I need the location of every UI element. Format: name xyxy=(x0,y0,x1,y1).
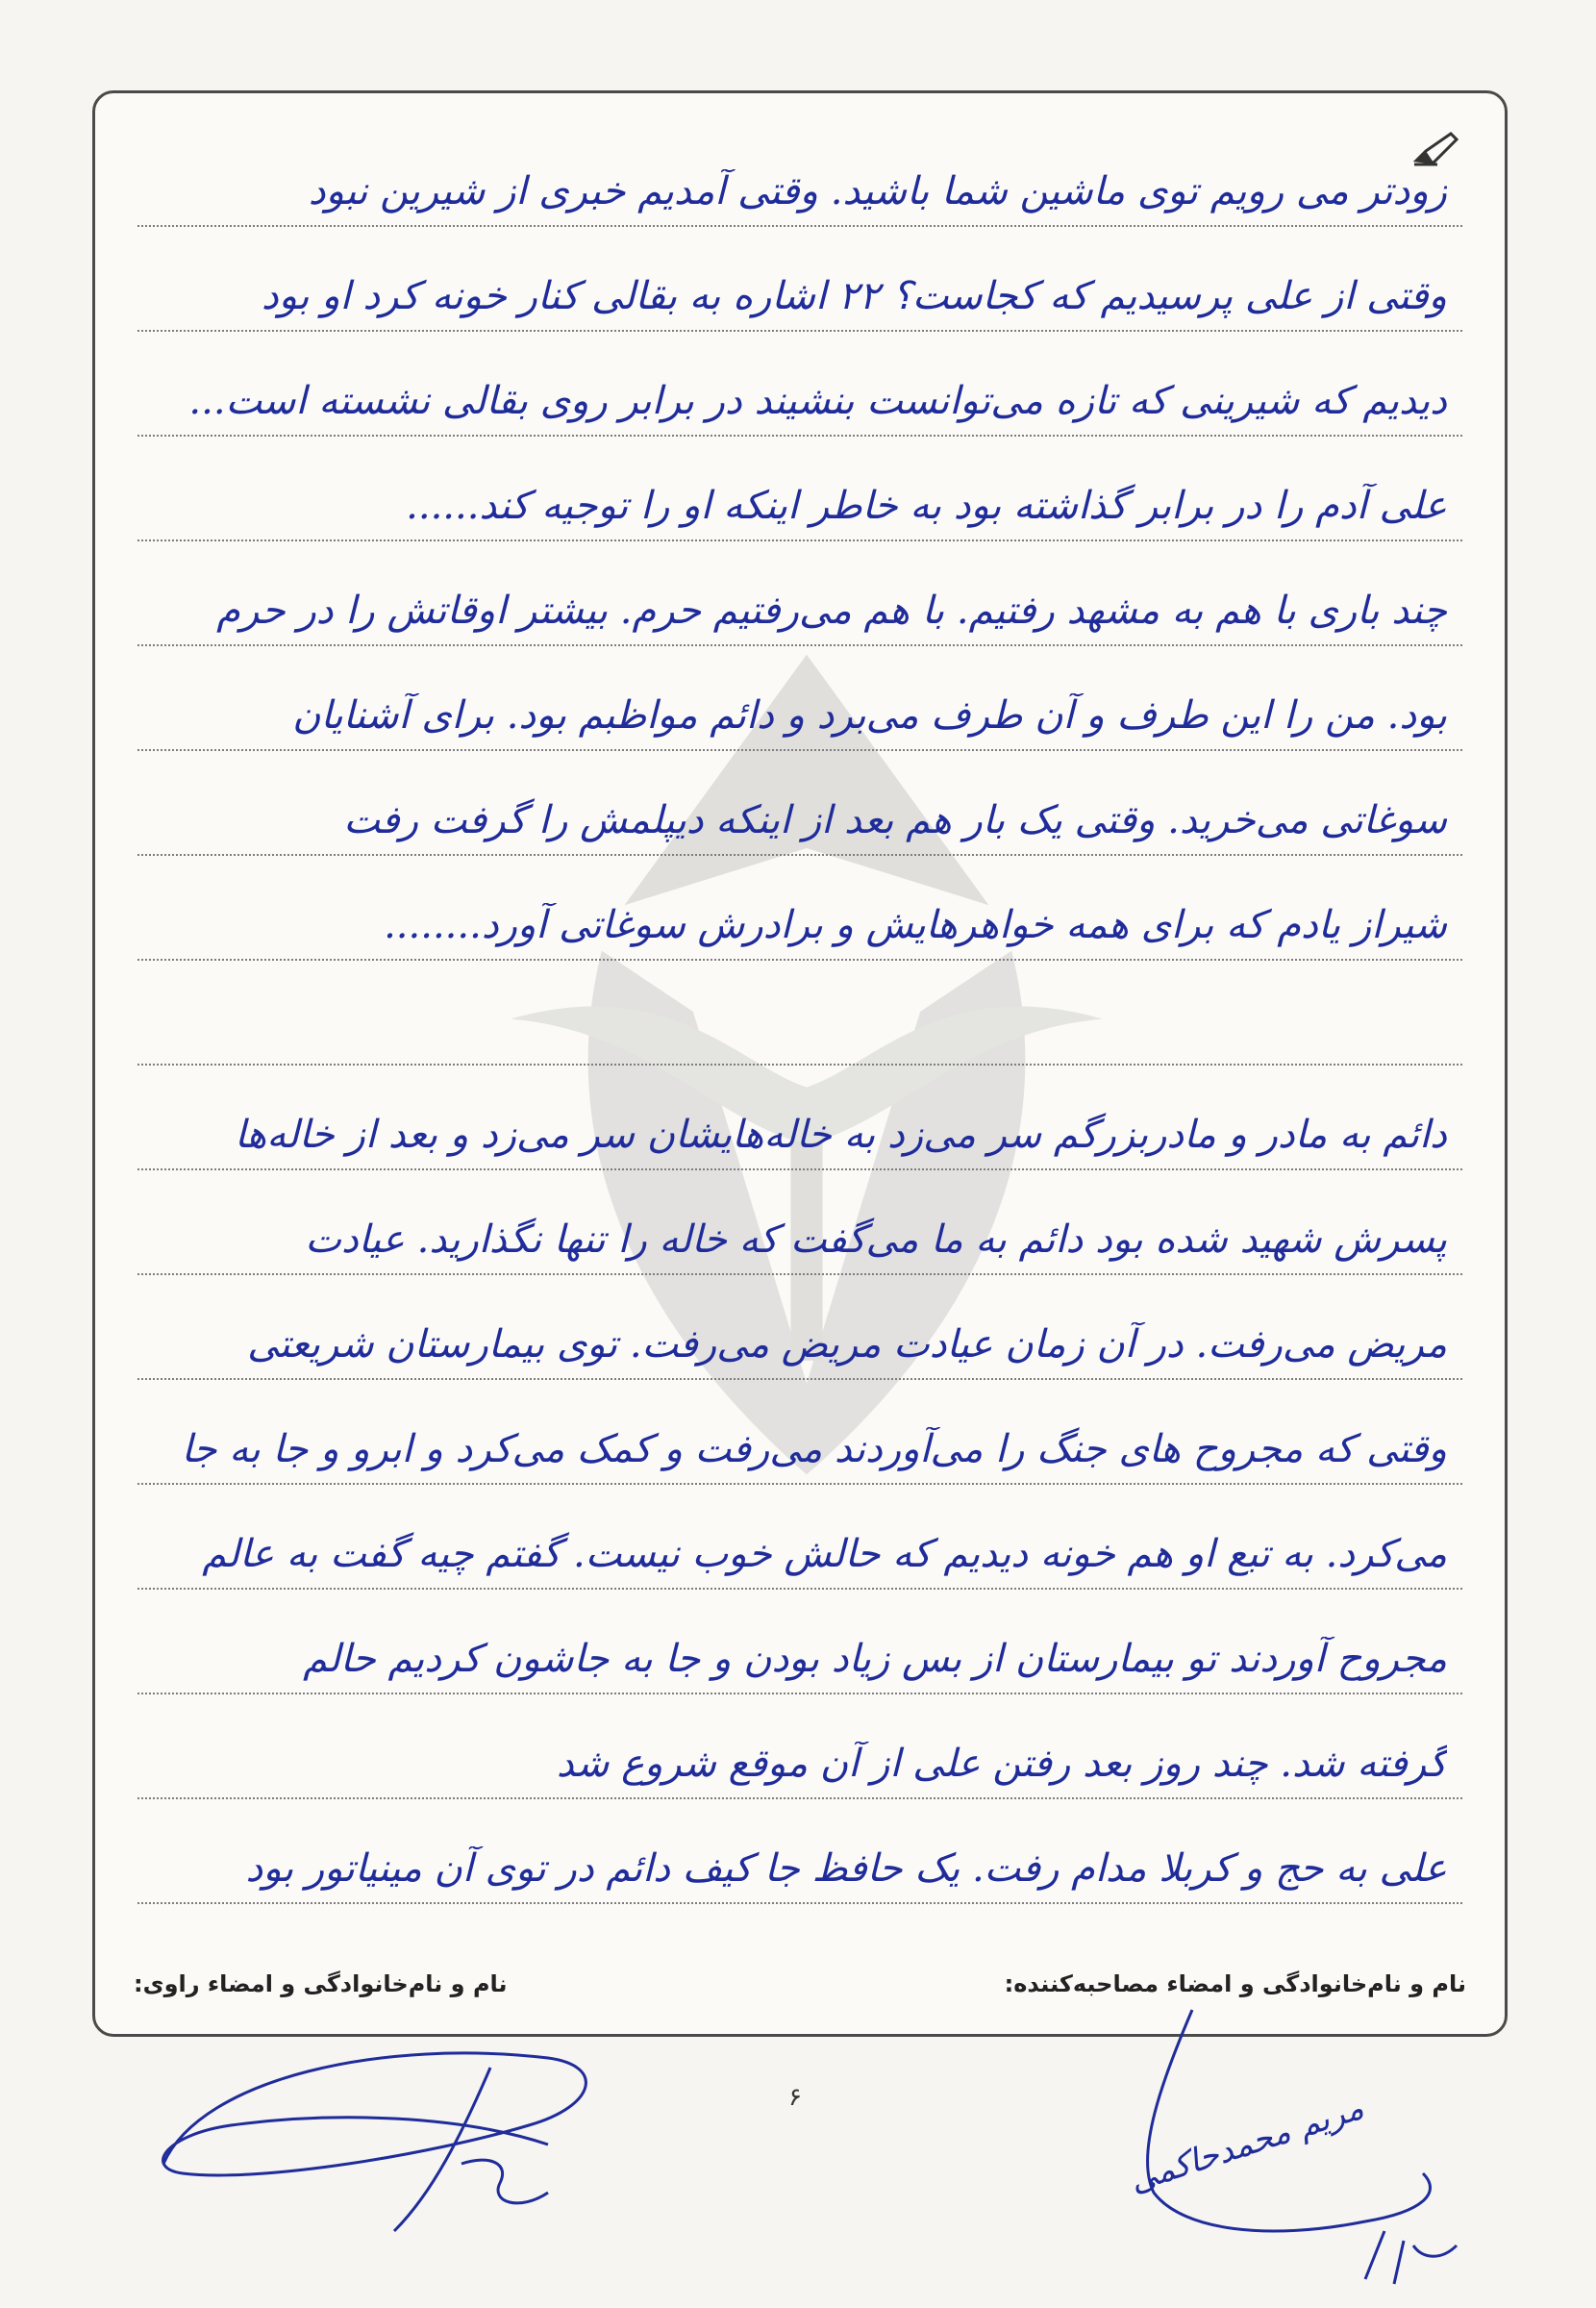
writing-line xyxy=(137,1799,1462,1904)
narrator-signature xyxy=(144,2020,663,2241)
handwritten-text: مجروح آوردند تو بیمارستان از بس زیاد بودن و جا به جاشون کردیم حالم xyxy=(303,1637,1447,1681)
form-frame xyxy=(92,90,1508,2037)
interviewer-signature-name: مریم محمدحاکمی xyxy=(1125,2088,1369,2201)
handwritten-text: چند باری با هم به مشهد رفتیم. با هم می‌رفتیم حرم. بیشتر اوقاتش را در حرم xyxy=(216,589,1447,633)
handwritten-text: می‌کرد. به تبع او هم خونه دیدیم که حالش خوب نیست. گفتم چیه گفت به عالم xyxy=(202,1532,1447,1576)
handwritten-text: سوغاتی می‌خرید. وقتی یک بار هم بعد از اینکه دیپلمش را گرفت رفت xyxy=(343,798,1447,842)
handwritten-text: زودتر می رویم توی ماشین شما باشید. وقتی آمدیم خبری از شیرین نبود xyxy=(308,169,1447,213)
interviewer-label: نام و نام‌خانوادگی و امضاء مصاحبه‌کننده: xyxy=(1004,1970,1466,1997)
writing-line xyxy=(137,1590,1462,1694)
handwritten-text: وقتی از علی پرسیدیم که کجاست؟ ۲۲ اشاره به بقالی کنار خونه کرد او بود xyxy=(261,274,1447,318)
writing-line xyxy=(137,227,1462,332)
handwritten-text: علی آدم را در برابر گذاشته بود به خاطر اینکه او را توجیه کند...... xyxy=(406,484,1447,528)
handwritten-text: وقتی که مجروح های جنگ را می‌آوردند می‌رفت و کمک می‌کرد و ابرو و جا به جا xyxy=(181,1427,1447,1471)
handwritten-text: شیراز یادم که برای همه خواهرهایش و برادرش سوغاتی آورد........ xyxy=(384,903,1447,947)
writing-line xyxy=(137,856,1462,961)
writing-line xyxy=(137,122,1462,227)
signature-labels xyxy=(134,1970,1466,1997)
writing-line xyxy=(137,1170,1462,1275)
writing-line xyxy=(137,1275,1462,1380)
handwritten-text: علی به حج و کربلا مدام رفت. یک حافظ جا کیف دائم در توی آن مینیاتور بود xyxy=(245,1846,1447,1891)
writing-line xyxy=(137,646,1462,751)
handwritten-text: پسرش شهید شده بود دائم به ما می‌گفت که خاله را تنها نگذارید. عیادت xyxy=(305,1217,1447,1262)
writing-lines xyxy=(137,122,1462,1904)
writing-line-empty xyxy=(137,961,1462,1066)
writing-line xyxy=(137,437,1462,541)
handwritten-text: بود. من را این طرف و آن طرف می‌برد و دائم مواظبم بود. برای آشنایان xyxy=(292,693,1447,738)
handwritten-text: دائم به مادر و مادربزرگم سر می‌زد به خاله‌هایشان سر می‌زد و بعد از خاله‌ها xyxy=(235,1113,1447,1157)
writing-line xyxy=(137,751,1462,856)
handwritten-text: گرفته شد. چند روز بعد رفتن علی از آن موقع شروع شد xyxy=(556,1742,1447,1786)
writing-line xyxy=(137,332,1462,437)
handwritten-text: مریض می‌رفت. در آن زمان عیادت مریض می‌رفت. توی بیمارستان شریعتی xyxy=(247,1322,1447,1367)
handwritten-text: دیدیم که شیرینی که تازه می‌توانست بنشیند در برابر روی بقالی نشسته است... xyxy=(188,379,1447,423)
writing-line xyxy=(137,1380,1462,1485)
writing-line xyxy=(137,1066,1462,1170)
writing-line xyxy=(137,1485,1462,1590)
narrator-label: نام و نام‌خانوادگی و امضاء راوی: xyxy=(134,1970,508,1997)
writing-line xyxy=(137,1694,1462,1799)
writing-line xyxy=(137,541,1462,646)
page-number: ۶ xyxy=(788,2083,802,2112)
